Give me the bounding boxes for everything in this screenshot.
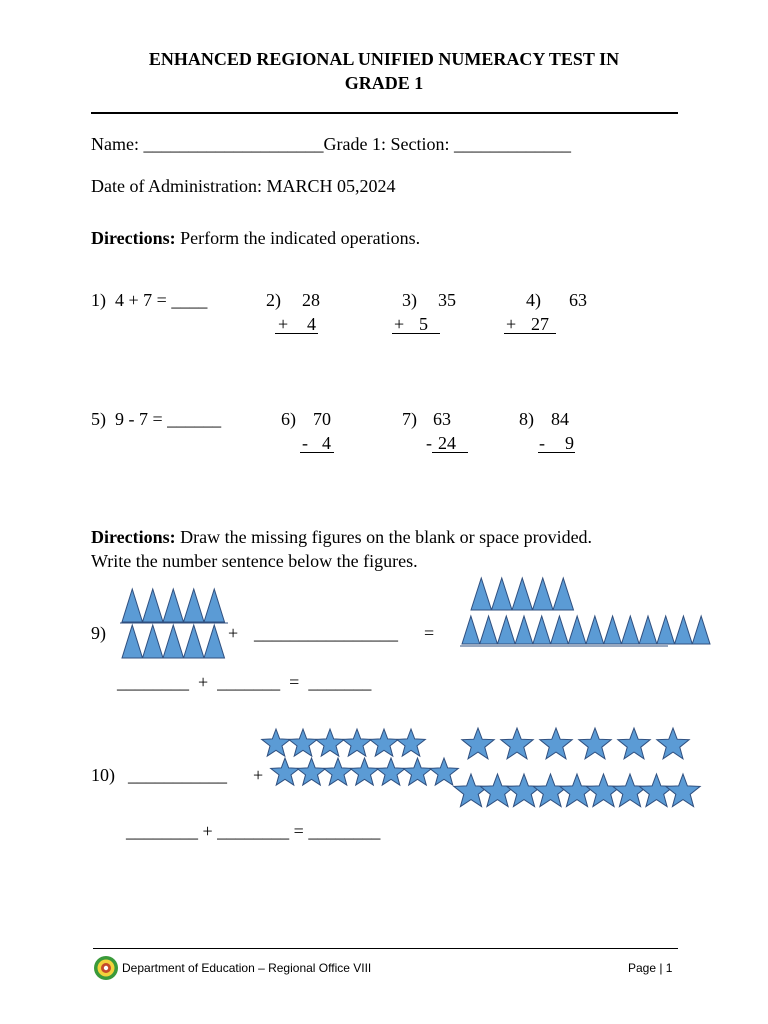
question-9-sentence [117,672,371,693]
q10-sentence-blank-c[interactable]: ________ [308,821,381,841]
title-divider [91,112,678,114]
q9-sentence-plus: + [198,672,209,692]
star [657,728,689,759]
directions-2-label: Directions: [91,527,176,547]
name-blank[interactable]: ____________________ [143,134,324,154]
deped-seal-icon [93,955,119,981]
triangle [515,616,533,644]
name-row [91,134,571,155]
triangle [553,578,574,610]
triangle [604,616,622,644]
problem-6-number: 6) [281,409,296,429]
star [403,758,432,785]
question-9-equals: = [424,623,435,643]
test-title-line1: ENHANCED REGIONAL UNIFIED NUMERACY TEST IN [148,49,620,69]
problem-1-number: 1) [91,290,106,310]
q9-result-triangles [460,576,712,648]
star [540,728,572,759]
problem-4-operator: + [506,314,517,334]
star [397,729,426,756]
directions-1-label: Directions: [91,228,176,248]
triangle [204,589,225,622]
triangle [184,625,205,658]
triangle [122,589,143,622]
problem-8-operator: - [539,433,545,453]
q9-sentence-blank-a[interactable]: ________ [117,672,189,692]
star [370,729,399,756]
star [297,758,326,785]
question-10-plus: + [253,765,264,785]
directions-2-text-2: Write the number sentence below the figures. [91,551,418,571]
problem-7-bottom: 24 [438,433,456,453]
triangle [533,616,551,644]
problem-4-bottom: 27 [531,314,549,334]
directions-2-text-1: Draw the missing figures on the blank or space provided. [180,527,593,547]
triangle [497,616,515,644]
star [454,774,488,807]
star [343,729,372,756]
star [316,729,345,756]
q9-sentence-equals: = [289,672,300,692]
problem-5-answer-blank[interactable]: ______ [167,409,222,429]
star [462,728,494,759]
problem-4-top: 63 [569,290,587,310]
star [324,758,353,785]
star [618,728,650,759]
star [533,774,567,807]
date-row [91,176,396,197]
triangle [533,578,554,610]
question-10-number: 10) [91,765,115,785]
triangle [492,578,513,610]
problem-6-bottom: 4 [322,433,331,453]
problem-5-number: 5) [91,409,106,429]
footer-office: Department of Education – Regional Office VIII [122,961,372,975]
directions-1 [91,228,420,249]
problem-8-number: 8) [519,409,534,429]
test-title-line2: GRADE 1 [344,73,424,93]
triangle [471,578,492,610]
q9-sentence-blank-c[interactable]: _______ [308,672,372,692]
grade-section-label: Grade 1: Section: [323,134,450,154]
star [639,774,673,807]
problem-7-number: 7) [402,409,417,429]
star [350,758,379,785]
triangle [586,616,604,644]
q9-sentence-blank-b[interactable]: _______ [217,672,281,692]
footer-divider [93,948,678,949]
triangle [621,616,639,644]
problem-2-operator: + [278,314,289,334]
problem-3-bottom: 5 [419,314,428,334]
q10-result-stars [456,726,700,814]
problem-5-expression: 9 - 7 = [115,409,163,429]
problem-7-operator: - [426,433,432,453]
star [666,774,700,807]
triangle [657,616,675,644]
problem-3-top: 35 [438,290,456,310]
star [560,774,594,807]
problem-4-answer-line[interactable] [504,333,556,334]
directions-1-text: Perform the indicated operations. [180,228,421,248]
triangle [639,616,657,644]
star [262,729,291,756]
q9-left-triangles [120,587,230,660]
triangle [163,589,184,622]
problem-2-number: 2) [266,290,281,310]
triangle [568,616,586,644]
problem-3-operator: + [394,314,405,334]
question-9-number: 9) [91,623,106,643]
triangle [512,578,533,610]
problem-2-bottom: 4 [307,314,316,334]
problem-6-answer-line[interactable] [300,452,334,453]
star [377,758,406,785]
footer-page-number: Page | 1 [628,961,673,975]
q10-sentence-blank-a[interactable]: ________ [126,821,198,841]
star [501,728,533,759]
triangle [551,616,569,644]
section-blank[interactable]: _____________ [453,134,571,154]
question-9-plus: + [228,623,239,643]
problem-3-answer-line[interactable] [392,333,440,334]
star [579,728,611,759]
problem-8-answer-line[interactable] [538,452,575,453]
problem-4-number: 4) [526,290,541,310]
triangle [163,625,184,658]
triangle [122,625,143,658]
problem-5 [91,409,221,430]
star [613,774,647,807]
problem-6-operator: - [302,433,308,453]
problem-6-top: 70 [313,409,331,429]
problem-1 [91,290,207,311]
q10-sentence-plus: + [202,821,213,841]
triangle [204,625,225,658]
question-9-blank[interactable]: ________________ [254,623,398,643]
q10-sentence-equals: = [293,821,304,841]
problem-7-answer-line[interactable] [432,452,468,453]
triangle [184,589,205,622]
q10-sentence-blank-b[interactable]: ________ [217,821,290,841]
problem-2-answer-line[interactable] [275,333,318,334]
triangle [692,616,710,644]
problem-1-answer-blank[interactable]: ____ [171,290,208,310]
triangle [143,589,164,622]
problem-2-top: 28 [302,290,320,310]
star [507,774,541,807]
date-value: MARCH 05,2024 [266,176,396,196]
date-label: Date of Administration: [91,176,262,196]
triangle [462,616,480,644]
q10-given-stars [260,727,432,791]
question-10-blank[interactable]: ___________ [128,765,227,785]
problem-3-number: 3) [402,290,417,310]
problem-7-top: 63 [433,409,451,429]
name-label: Name: [91,134,139,154]
problem-1-expression: 4 + 7 = [115,290,167,310]
star [430,758,459,785]
question-10-sentence [126,821,380,842]
star [586,774,620,807]
star [271,758,300,785]
problem-8-bottom: 9 [565,433,574,453]
star [480,774,514,807]
problem-8-top: 84 [551,409,569,429]
directions-2 [91,527,592,548]
star [289,729,318,756]
triangle [143,625,164,658]
triangle [480,616,498,644]
triangle [675,616,693,644]
